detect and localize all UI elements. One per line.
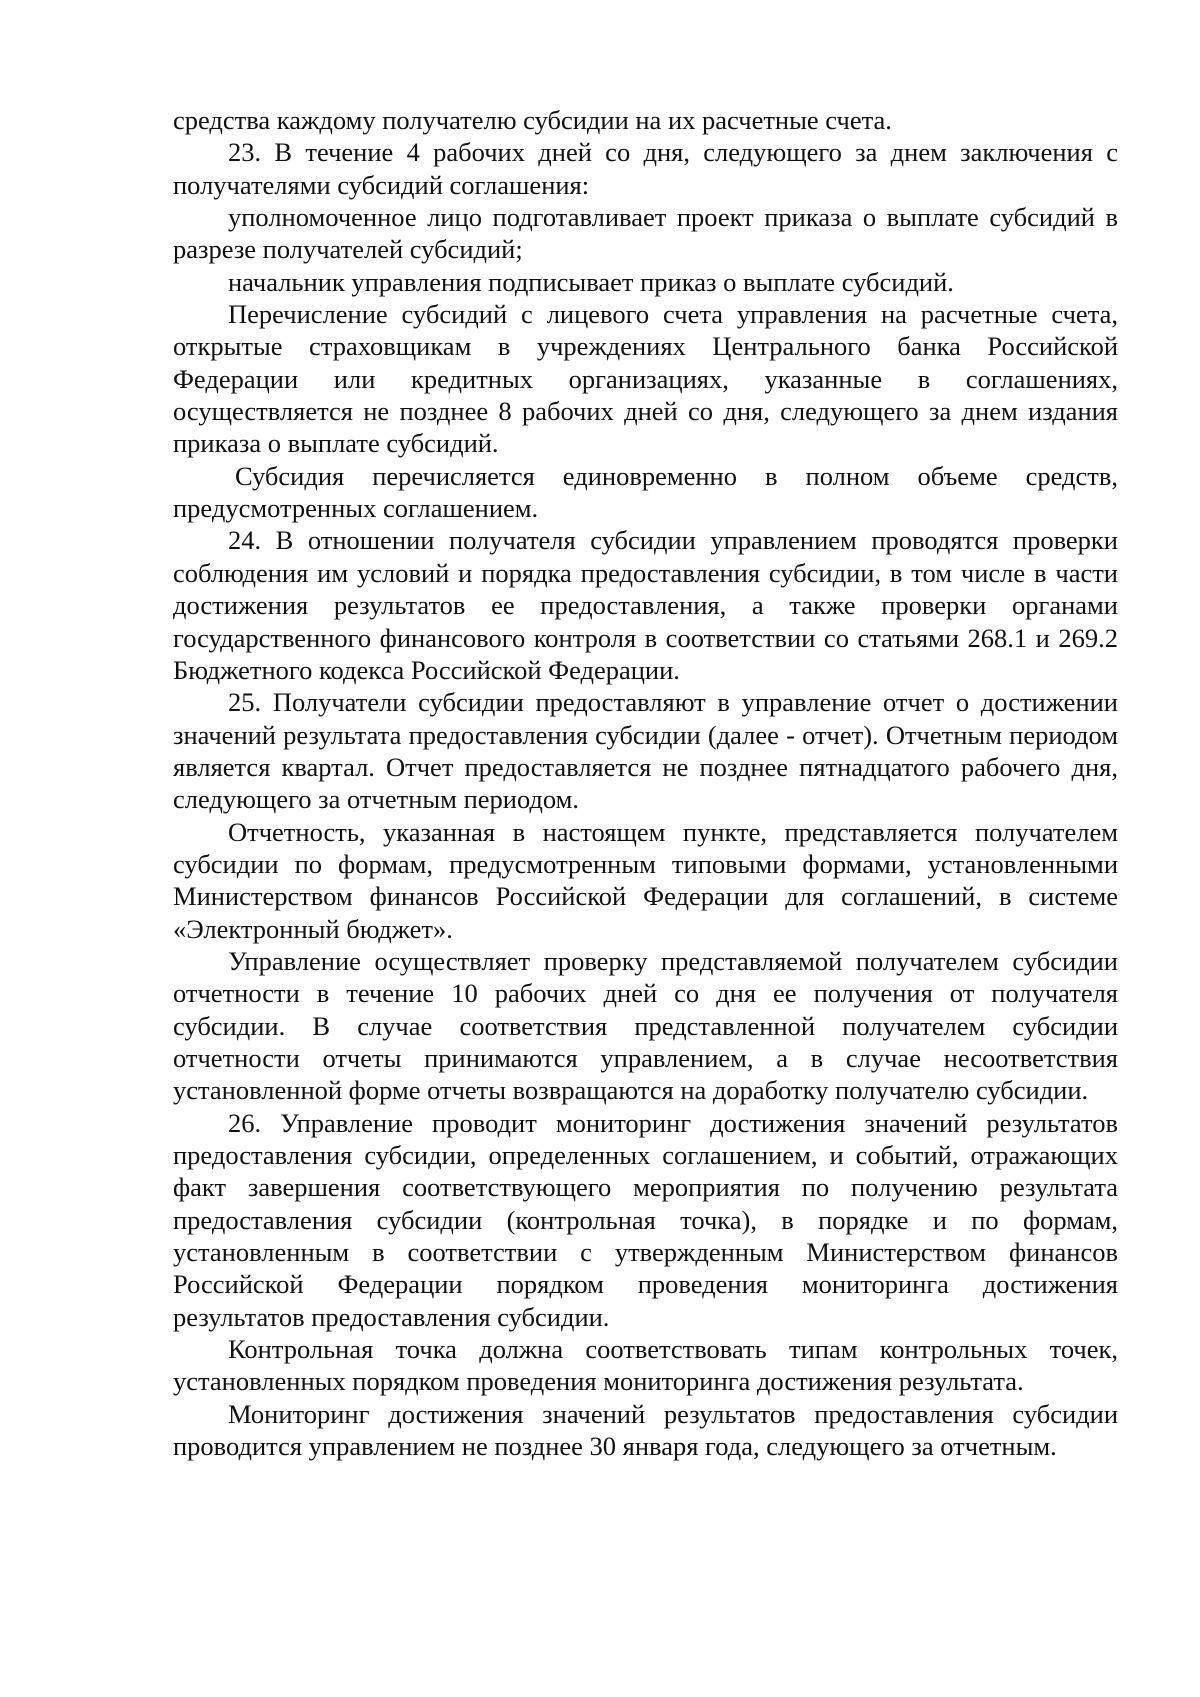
- paragraph-transfer: Перечисление субсидий с лицевого счета управления на расчетные счета, открытые страховщикам в учреждениях Центрального банка Российской Федерации или кредитных организациях, указанные в соглашениях, осуществляется не позднее 8 рабочих дней со дня, следующего за днем издания приказа о выплате субсидий.: [173, 299, 1118, 459]
- paragraph-report-check: Управление осуществляет проверку представляемой получателем субсидии отчетности в течение 10 рабочих дней со дня ее получения от получателя субсидии. В случае соответствия представленной получателем субсидии отчетности отчеты принимаются управлением, а в случае несоответствия установленной форме отчеты возвращаются на доработку получателю субсидии.: [173, 945, 1118, 1106]
- document-page: [173, 104, 1118, 1462]
- paragraph-item-24: 24. В отношении получателя субсидии управлением проводятся проверки соблюдения им условий и порядка предоставления субсидии, в том числе в части достижения результатов ее предоставления, а также проверки органами государственного финансового контроля в соответствии со статьями 268.1 и 269.2 Бюджетного кодекса Российской Федерации.: [173, 525, 1118, 685]
- paragraph-item-26: 26. Управление проводит мониторинг достижения значений результатов предоставления субсидии, определенных соглашением, и событий, отражающих факт завершения соответствующего мероприятия по получению результата предоставления субсидии (контрольная точка), в порядке и по формам, установленным в соответствии с утвержденным Министерством финансов Российской Федерации порядком проведения мониторинга достижения результатов предоставления субсидии.: [173, 1107, 1118, 1332]
- paragraph-reporting-forms: Отчетность, указанная в настоящем пункте, представляется получателем субсидии по формам, предусмотренным типовыми формами, установленными Министерством финансов Российской Федерации для соглашений, в системе «Электронный бюджет».: [173, 816, 1118, 944]
- paragraph-lump-sum: Субсидия перечисляется единовременно в полном объеме средств, предусмотренных соглашением.: [173, 460, 1118, 524]
- paragraph-continuation: средства каждому получателю субсидии на их расчетные счета.: [173, 105, 892, 135]
- paragraph-control-point: Контрольная точка должна соответствовать типам контрольных точек, установленных порядком проведения мониторинга достижения результата.: [173, 1334, 1118, 1397]
- paragraph-item-23: 23. В течение 4 рабочих дней со дня, следующего за днем заключения с получателями субсидий соглашения:: [173, 137, 1118, 200]
- paragraph-item-25: 25. Получатели субсидии предоставляют в управление отчет о достижении значений результата предоставления субсидии (далее - отчет). Отчетным периодом является квартал. Отчет предоставляется не позднее пятнадцатого рабочего дня, следующего за отчетным периодом.: [173, 687, 1118, 815]
- paragraph-head-signs: начальник управления подписывает приказ о выплате субсидий.: [228, 266, 954, 297]
- paragraph-monitoring-deadline: Мониторинг достижения значений результатов предоставления субсидии проводится управлением не позднее 30 января года, следующего за отчетным.: [173, 1398, 1118, 1462]
- paragraph-authorized-person: уполномоченное лицо подготавливает проект приказа о выплате субсидий в разрезе получателей субсидий;: [173, 202, 1118, 265]
